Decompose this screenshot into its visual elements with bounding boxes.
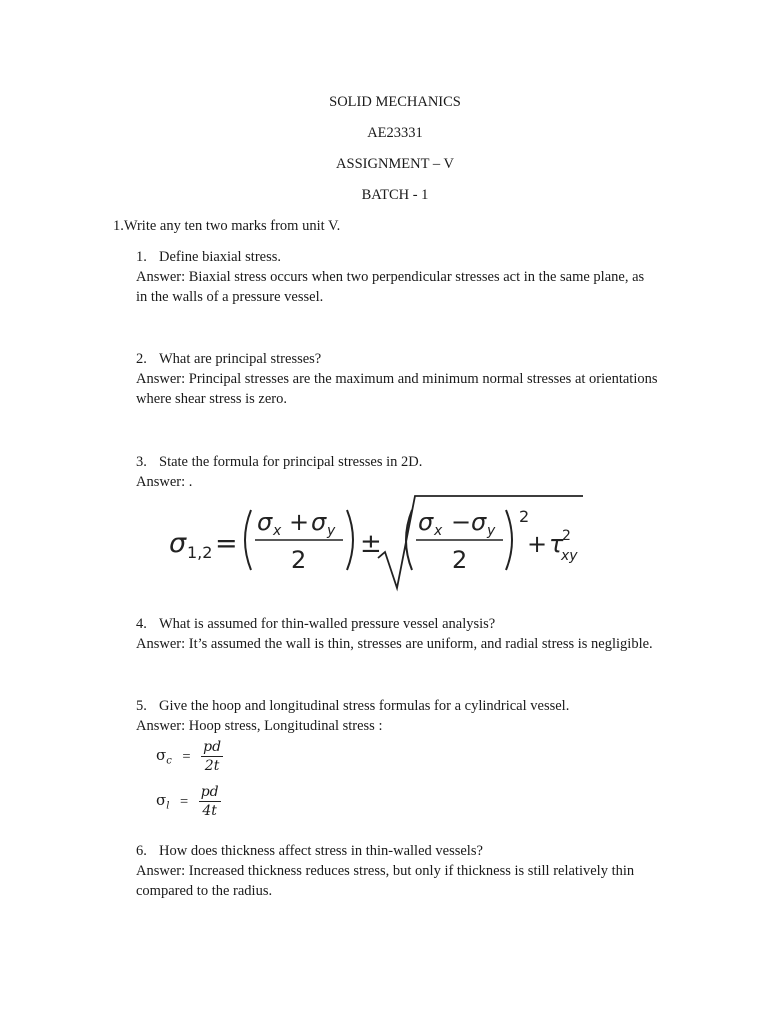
sigma-lhs-subscript: 1,2: [187, 543, 213, 562]
tau-superscript: 2: [562, 528, 571, 544]
answer-line: Answer: Biaxial stress occurs when two perpendicular stresses act in the same plane, as: [136, 269, 645, 285]
inner-denominator-two: 2: [452, 546, 468, 574]
longitudinal-numerator: pd: [200, 784, 219, 800]
longitudinal-equals: =: [179, 793, 189, 810]
answer-line: compared to the radius.: [136, 883, 273, 899]
sigma-x: σ: [257, 508, 273, 536]
exponent-two: 2: [519, 507, 530, 526]
hoop-subscript: c: [166, 755, 172, 767]
question-text: What is assumed for thin-walled pressure vessel analysis?: [159, 616, 496, 632]
course-code: AE23331: [367, 125, 423, 141]
hoop-fraction: [201, 738, 223, 775]
question-number: 2.: [136, 351, 147, 367]
sigma-x-subscript: x: [273, 523, 282, 539]
answer-line: where shear stress is zero.: [136, 391, 287, 407]
hoop-equals: =: [182, 748, 191, 765]
question-number: 4.: [136, 616, 147, 632]
question-number: 6.: [136, 843, 147, 859]
answer-1: [136, 267, 696, 307]
right-paren: [347, 510, 353, 570]
answer-line: Answer: Increased thickness reduces stress, but only if thickness is still relatively thin: [136, 863, 635, 879]
inner-right-paren: [506, 510, 512, 570]
answer-4: Answer: It’s assumed the wall is thin, stresses are uniform, and radial stress is negligible.: [136, 636, 653, 652]
question-6: [136, 841, 483, 861]
question-4: [136, 614, 495, 634]
answer-3: Answer: .: [136, 474, 193, 490]
sigma-y-subscript: y: [327, 523, 336, 539]
longitudinal-denominator: 4t: [202, 803, 217, 819]
answer-5: Answer: Hoop stress, Longitudinal stress :: [136, 718, 383, 734]
hoop-denominator: 2t: [204, 758, 220, 774]
hoop-sigma: σ: [156, 745, 167, 764]
answer-6: [136, 861, 696, 901]
inner-sigma-x-subscript: x: [434, 523, 443, 539]
sigma-lhs: σ: [169, 528, 187, 559]
instruction-text: 1.Write any ten two marks from unit V.: [113, 218, 341, 234]
batch-label: BATCH - 1: [361, 187, 429, 203]
longitudinal-sigma: σ: [156, 790, 167, 809]
question-text: State the formula for principal stresses in 2D.: [159, 454, 423, 470]
plus-minus-sign: ±: [360, 529, 382, 559]
minus-sign: −: [451, 508, 472, 536]
equals-sign: =: [215, 528, 238, 559]
answer-2: [136, 369, 696, 409]
longitudinal-fraction: [199, 783, 221, 820]
plus-sign: +: [289, 508, 310, 536]
assignment-title: ASSIGNMENT – V: [336, 156, 454, 172]
question-number: 1.: [136, 249, 147, 265]
longitudinal-subscript: l: [166, 800, 170, 812]
plus-sign-2: +: [527, 530, 548, 558]
tau-subscript: xy: [561, 548, 578, 564]
question-number: 5.: [136, 698, 147, 714]
question-text: What are principal stresses?: [159, 351, 322, 367]
answer-line: in the walls of a pressure vessel.: [136, 289, 324, 305]
question-3: [136, 452, 422, 472]
tau-symbol: τ: [549, 530, 564, 558]
question-1: [136, 247, 281, 267]
question-number: 3.: [136, 454, 147, 470]
answer-line: Answer: Principal stresses are the maximum and minimum normal stresses at orientations: [136, 371, 658, 387]
hoop-stress-formula: [156, 738, 223, 775]
inner-sigma-y-subscript: y: [487, 523, 496, 539]
sigma-y: σ: [311, 508, 327, 536]
question-2: [136, 349, 321, 369]
inner-sigma-y: σ: [471, 508, 487, 536]
principal-stress-formula: [165, 492, 590, 592]
question-text: Define biaxial stress.: [159, 249, 282, 265]
inner-sigma-x: σ: [418, 508, 434, 536]
denominator-two: 2: [291, 546, 307, 574]
question-5: [136, 696, 569, 716]
hoop-numerator: pd: [203, 739, 222, 755]
left-paren: [245, 510, 251, 570]
longitudinal-stress-formula: [156, 783, 221, 820]
question-text: How does thickness affect stress in thin-walled vessels?: [159, 843, 483, 859]
question-text: Give the hoop and longitudinal stress formulas for a cylindrical vessel.: [159, 698, 570, 714]
course-title: SOLID MECHANICS: [329, 94, 461, 110]
